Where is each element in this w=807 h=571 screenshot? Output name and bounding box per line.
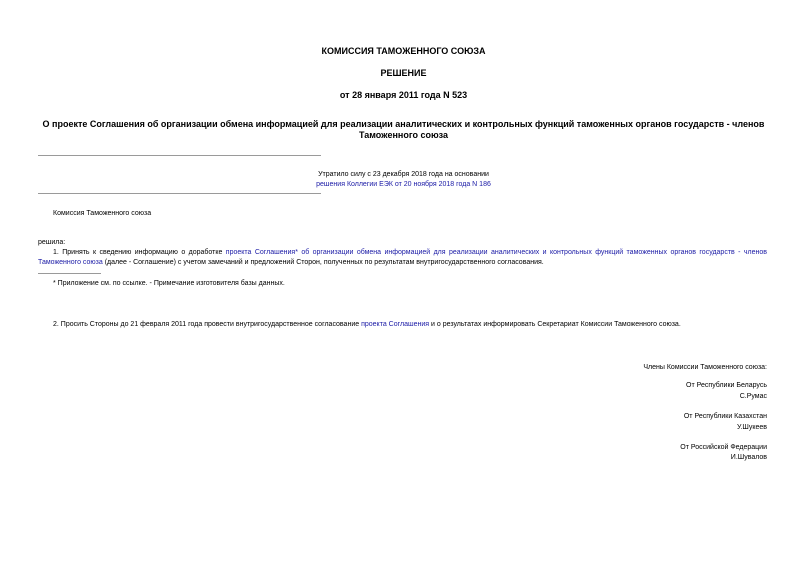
paragraph-1 xyxy=(38,248,767,268)
footnote-text: * Приложение см. по ссылке. - Примечание изготовителя базы данных. xyxy=(53,280,285,287)
divider-bottom xyxy=(38,193,321,194)
draft-agreement-link-2[interactable]: проекта Соглашения xyxy=(361,321,430,328)
organization-heading: КОМИССИЯ ТАМОЖЕННОГО СОЮЗА xyxy=(321,46,486,56)
decided-text: решила: xyxy=(38,239,66,246)
customs-union-link[interactable]: Таможенного союза xyxy=(38,259,103,266)
paragraph-1-prefix: 1. Принять к сведению информацию о доработке xyxy=(53,249,226,256)
signature-country: От Российской Федерации xyxy=(680,444,767,451)
signature-country: От Республики Казахстан xyxy=(683,413,767,420)
divider-top xyxy=(38,155,321,156)
status-link[interactable]: решения Коллегии ЕЭК от 20 ноября 2018 года N 186 xyxy=(316,181,491,188)
signature-name: С.Румас xyxy=(739,393,767,400)
document-title: О проекте Соглашения об организации обмена информацией для реализации аналитических и контрольных функций таможенных органов государств - членов Таможенного союза xyxy=(42,119,765,140)
signatures-heading: Члены Комиссии Таможенного союза: xyxy=(643,364,767,371)
paragraph-2-prefix: 2. Просить Стороны до 21 февраля 2011 года провести внутригосударственное согласование xyxy=(53,321,362,328)
footnote-divider xyxy=(38,273,101,274)
draft-agreement-link[interactable]: проекта Соглашения* об организации обмена информацией для реализации аналитических и контрольных функций таможенных органов государств - членов xyxy=(225,249,767,256)
document-date-number: от 28 января 2011 года N 523 xyxy=(339,90,468,100)
paragraph-2-suffix: и о результатах информировать Секретариат Комиссии Таможенного союза. xyxy=(429,321,681,328)
signature-name: У.Шукеев xyxy=(736,424,767,431)
signature-country: От Республики Беларусь xyxy=(686,382,767,389)
paragraph-2 xyxy=(53,320,767,330)
paragraph-1-suffix: (далее - Соглашение) с учетом замечаний и предложений Сторон, полученных по результатам внутригосударственного согласования. xyxy=(102,259,544,266)
document-type: РЕШЕНИЕ xyxy=(380,68,427,78)
signature-name: И.Шувалов xyxy=(730,454,767,461)
status-text: Утратило силу с 23 декабря 2018 года на основании xyxy=(318,171,489,178)
issuer-text: Комиссия Таможенного союза xyxy=(53,210,152,217)
